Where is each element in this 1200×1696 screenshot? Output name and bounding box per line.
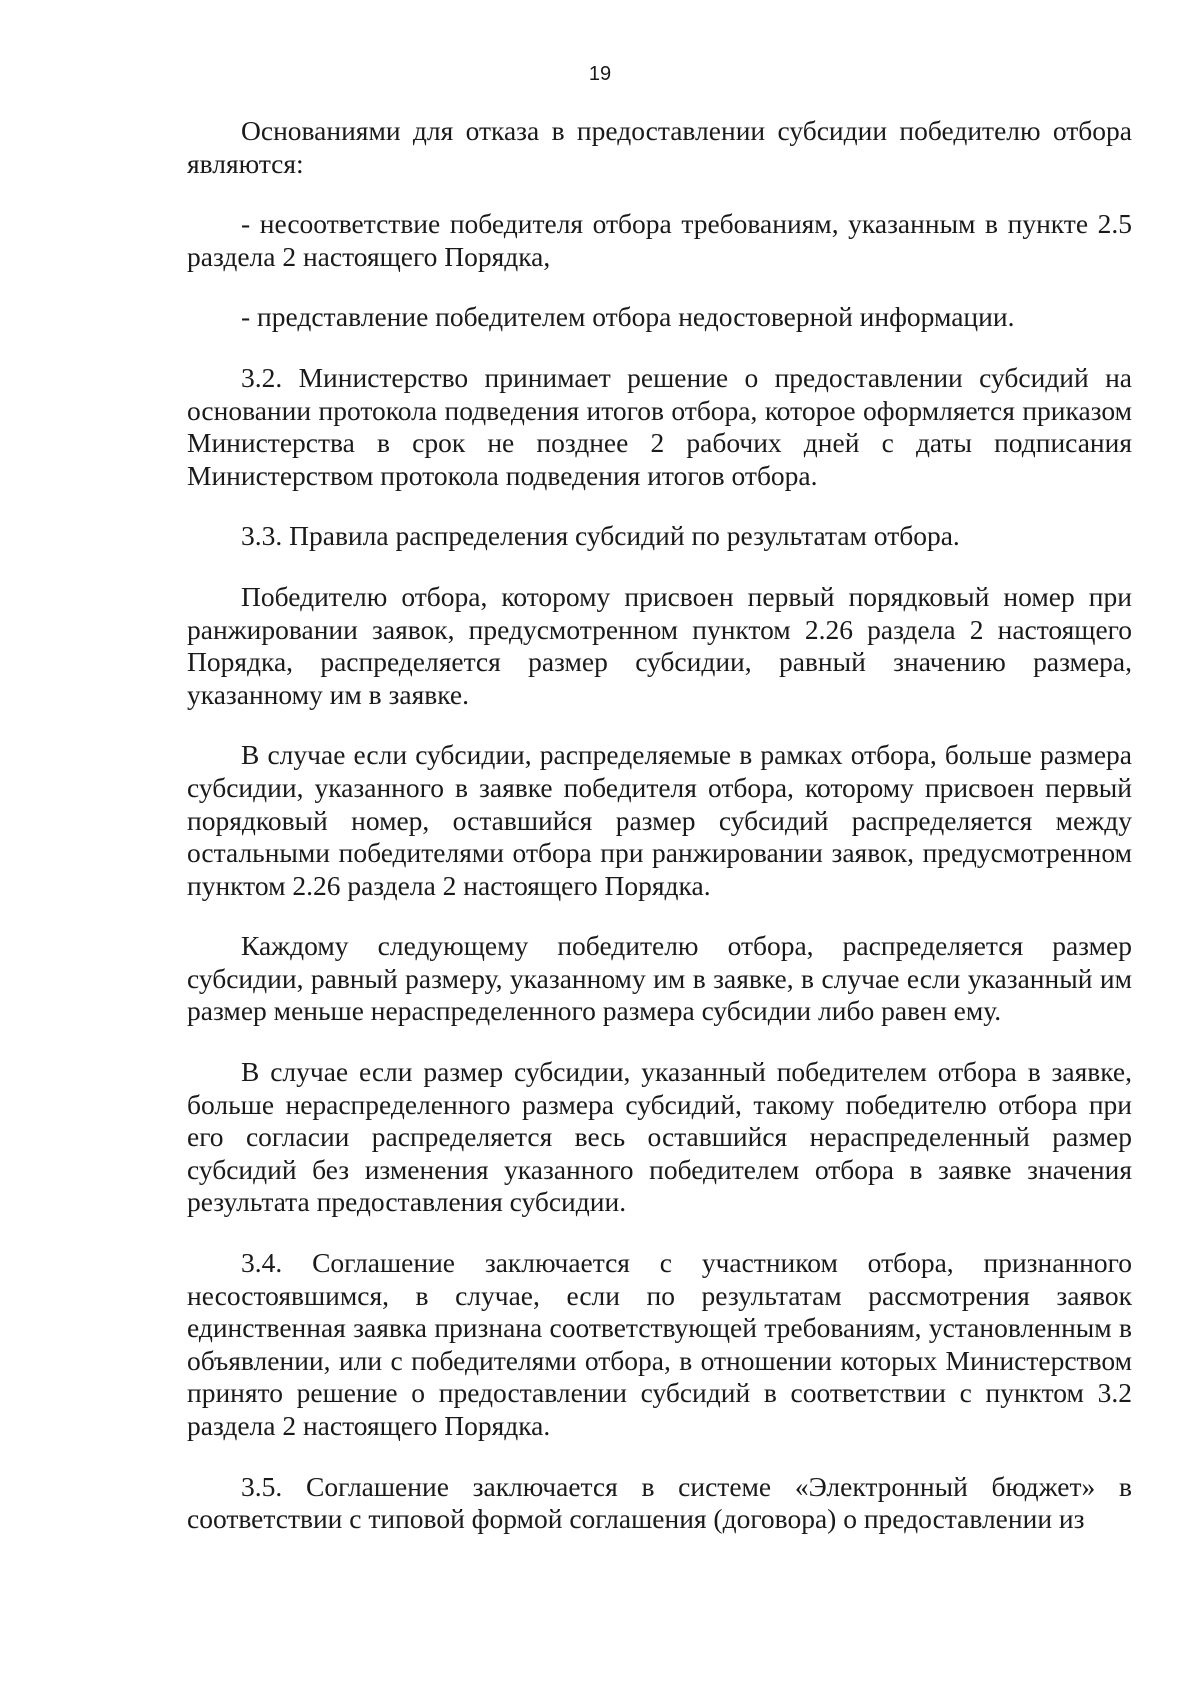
paragraph-remaining-distribution: В случае если субсидии, распределяемые в рамках отбора, больше размера субсидии, указанного в заявке победителя отбора, которому присвоен первый порядковый номер, оставшийся размер субсидий распределяется между остальными победителями отбора при ранжировании заявок, предусмотренном пунктом 2.26 раздела 2 настоящего Порядка. [187,739,1132,901]
document-body [187,115,1132,1536]
paragraph-next-winner: Каждому следующему победителю отбора, распределяется размер субсидии, равный размеру, указанному им в заявке, в случае если указанный им размер меньше нераспределенного размера субсидии либо равен ему. [187,930,1132,1027]
paragraph-refusal-grounds: Основаниями для отказа в предоставлении субсидии победителю отбора являются: [187,115,1132,179]
paragraph-first-winner: Победителю отбора, которому присвоен первый порядковый номер при ранжировании заявок, предусмотренном пунктом 2.26 раздела 2 настоящего Порядка, распределяется размер субсидии, равный значению размера, указанному им в заявке. [187,580,1132,710]
paragraph-false-info: - представление победителем отбора недостоверной информации. [241,301,1015,333]
page-number: 19 [588,63,612,85]
paragraph-excess-request: В случае если размер субсидии, указанный победителем отбора в заявке, больше нераспределенного размера субсидий, такому победителю отбора при его согласии распределяется весь оставшийся нераспределенный размер субсидий без изменения указанного победителем отбора в заявке значения результата предоставления субсидии. [187,1056,1132,1218]
paragraph-3-4: 3.4. Соглашение заключается с участником отбора, признанного несостоявшимся, в случае, если по результатам рассмотрения заявок единственная заявка признана соответствующей требованиям, установленным в объявлении, или с победителями отбора, в отношении которых Министерством принято решение о предоставлении субсидий в соответствии с пунктом 3.2 раздела 2 настоящего Порядка. [187,1247,1132,1441]
paragraph-3-5: 3.5. Соглашение заключается в системе «Электронный бюджет» в соответствии с типовой формой соглашения (договора) о предоставлении из [187,1470,1132,1535]
paragraph-3-3: 3.3. Правила распределения субсидий по результатам отбора. [241,520,960,552]
paragraph-nonconformity: - несоответствие победителя отбора требованиям, указанным в пункте 2.5 раздела 2 настоящего Порядка, [187,208,1132,272]
paragraph-3-2: 3.2. Министерство принимает решение о предоставлении субсидий на основании протокола подведения итогов отбора, которое оформляется приказом Министерства в срок не позднее 2 рабочих дней с даты подписания Министерством протокола подведения итогов отбора. [187,361,1132,491]
